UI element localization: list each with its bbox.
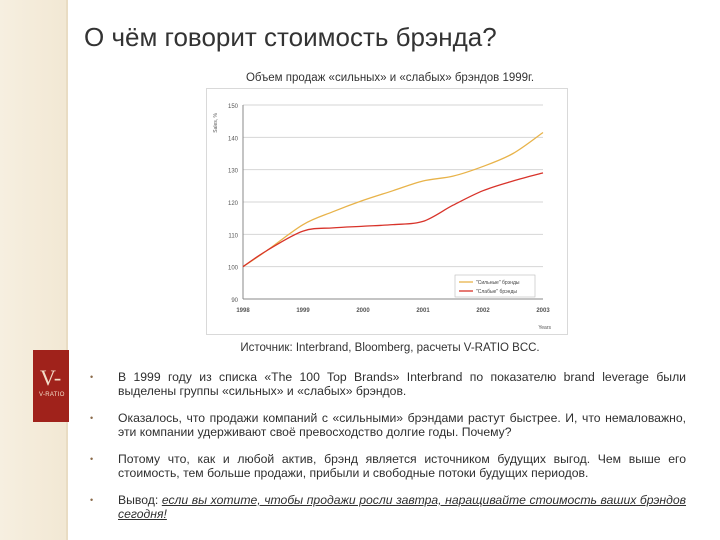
series-line-weak [243, 173, 543, 267]
x-tick-label: 1999 [296, 308, 310, 314]
bullet-marker-icon: • [90, 454, 94, 464]
conclusion-lead: Вывод: [118, 493, 162, 507]
bullet-item [88, 411, 686, 439]
x-tick-label: 2002 [476, 308, 490, 314]
slide-title: О чём говорит стоимость брэнда? [84, 22, 497, 52]
bullet-item-conclusion [88, 493, 686, 521]
bullet-marker-icon: • [90, 372, 94, 382]
y-tick-label: 100 [227, 265, 238, 272]
series-line-strong [243, 132, 543, 266]
bullet-item [88, 452, 686, 480]
y-tick-label: 110 [228, 233, 238, 240]
y-tick-label: 130 [227, 168, 238, 175]
bullet-item [88, 370, 686, 398]
x-axis-label: Years [538, 325, 551, 331]
bullet-text: Потому что, как и любой актив, брэнд является источником будущих выгод. Чем выше его стоимость, тем больше продажи, прибыли и свободные потоки будущих периодов. [118, 452, 686, 480]
y-tick-label: 140 [227, 136, 238, 143]
bullet-text: В 1999 году из списка «The 100 Top Brands» Interbrand по показателю brand leverage были выделены группы «сильных» и «слабых» брэндов. [118, 370, 686, 398]
bullet-marker-icon: • [90, 413, 94, 423]
y-axis-label: Sales, % [213, 113, 219, 133]
y-tick-label: 120 [227, 201, 238, 207]
sales-chart-svg [207, 89, 567, 334]
x-tick-label: 1998 [236, 308, 250, 314]
y-tick-label: 90 [231, 298, 238, 304]
x-tick-label: 2000 [356, 308, 370, 314]
bullet-text: Оказалось, что продажи компаний с «сильными» брэндами растут быстрее. И, что немаловажно, эти компании удерживают своё превосходство долгие годы. Почему? [118, 411, 686, 439]
company-logo-mark: V- [40, 365, 62, 390]
bullet-list [88, 370, 686, 534]
legend-label: "Слабые" брэнды [476, 289, 517, 295]
conclusion-emphasis: если вы хотите, чтобы продажи росли завтра, наращивайте стоимость ваших брэндов сегодня! [118, 493, 687, 521]
sales-chart [206, 88, 568, 335]
bullet-marker-icon: • [90, 495, 94, 505]
chart-source: Источник: Interbrand, Bloomberg, расчеты V-RATIO BCC. [240, 342, 540, 354]
x-tick-label: 2001 [416, 308, 430, 314]
x-tick-label: 2003 [536, 308, 550, 314]
legend-label: "Сильные" брэнды [476, 280, 520, 286]
chart-caption: Объем продаж «сильных» и «слабых» брэндов 1999г. [245, 72, 535, 84]
y-tick-label: 150 [227, 104, 238, 110]
company-logo-text: V-RATIO [39, 392, 65, 398]
